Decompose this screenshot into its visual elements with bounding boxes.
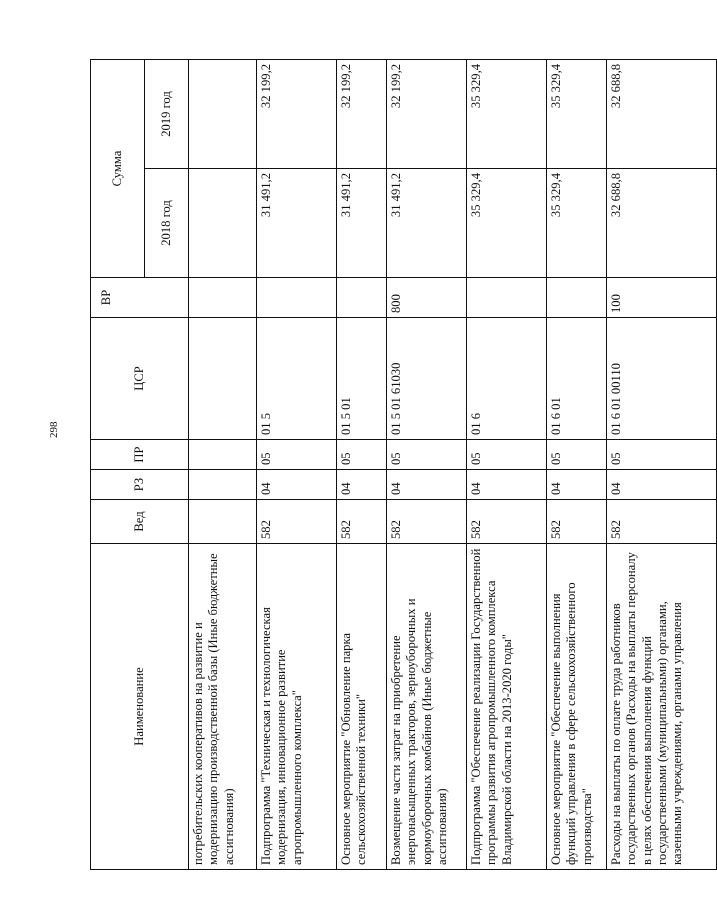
table-row [337,59,387,869]
cell-name: Основное мероприятие "Обеспечение выполнения функций управления в сфере сельскохозяйственного производства" [547,544,607,870]
cell-ved: 582 [467,500,547,544]
cell-ved: 582 [257,500,337,544]
cell-rz: 04 [387,470,467,500]
cell-ved: 582 [387,500,467,544]
cell-pr: 05 [257,440,337,470]
page-number: 298 [48,421,60,438]
cell-vr [337,278,387,318]
cell-name: Подпрограмма "Обеспечение реализации Государственной программы развития агропромышленного комплекса Владимирской области на 2013-2020 годы" [467,544,547,870]
cell-rz: 04 [337,470,387,500]
cell-pr: 05 [387,440,467,470]
cell-y2018: 31 491,2 [387,169,467,278]
cell-name: Подпрограмма "Техническая и технологическая модернизация, инновационное развитие агропромышленного комплекса" [257,544,337,870]
cell-pr: 05 [467,440,547,470]
cell-y2018 [189,169,257,278]
cell-vr [547,278,607,318]
cell-name: Основное мероприятие "Обновление парка сельскохозяйственной техники" [337,544,387,870]
cell-pr: 05 [337,440,387,470]
header-sum: Сумма [91,59,145,277]
table-row [257,59,337,869]
table-body [189,59,717,869]
budget-table [90,59,717,870]
table-row [467,59,547,869]
cell-csr: 01 5 01 [337,318,387,440]
table-row [607,59,717,869]
cell-rz: 04 [467,470,547,500]
cell-name: потребительских кооперативов на развитие и модернизацию производственной базы (Иные бюджетные ассигнования) [189,544,257,870]
cell-csr: 01 5 [257,318,337,440]
header-pr: ПР [91,440,189,470]
cell-rz [189,470,257,500]
cell-vr: 800 [387,278,467,318]
cell-y2019: 35 329,4 [547,59,607,168]
rotated-page-content [90,60,685,870]
cell-y2018: 35 329,4 [467,169,547,278]
cell-y2018: 32 688,8 [607,169,717,278]
header-vr: ВР [91,278,189,318]
cell-csr [189,318,257,440]
cell-y2019: 32 688,8 [607,59,717,168]
cell-vr [257,278,337,318]
cell-csr: 01 6 01 00110 [607,318,717,440]
cell-pr [189,440,257,470]
cell-ved [189,500,257,544]
table-header-row [91,59,145,869]
cell-pr: 05 [607,440,717,470]
cell-csr: 01 6 01 [547,318,607,440]
table-row [387,59,467,869]
header-rz: РЗ [91,470,189,500]
cell-csr: 01 5 01 61030 [387,318,467,440]
table-row [189,59,257,869]
cell-pr: 05 [547,440,607,470]
cell-csr: 01 6 [467,318,547,440]
header-2019: 2019 год [145,59,189,168]
cell-y2019 [189,59,257,168]
cell-y2019: 35 329,4 [467,59,547,168]
table-row [547,59,607,869]
cell-name: Возмещение части затрат на приобретение энергонасыщенных тракторов, зерноуборочных и кормоуборочных комбайнов (Иные бюджетные ассигнования) [387,544,467,870]
cell-vr: 100 [607,278,717,318]
cell-rz: 04 [547,470,607,500]
cell-ved: 582 [337,500,387,544]
cell-ved: 582 [547,500,607,544]
header-name: Наименование [91,544,189,870]
cell-ved: 582 [607,500,717,544]
cell-y2019: 32 199,2 [257,59,337,168]
cell-vr [467,278,547,318]
header-2018: 2018 год [145,169,189,278]
cell-y2019: 32 199,2 [337,59,387,168]
cell-rz: 04 [257,470,337,500]
cell-vr [189,278,257,318]
cell-y2019: 32 199,2 [387,59,467,168]
cell-rz: 04 [607,470,717,500]
header-csr: ЦСР [91,318,189,440]
cell-y2018: 31 491,2 [337,169,387,278]
cell-y2018: 35 329,4 [547,169,607,278]
cell-name: Расходы на выплаты по оплате труда работников государственных органов (Расходы на выплаты персоналу в целях обеспечения выполнения функций государственными (муниципальными) органами, казенными учреждениями, органами управления [607,544,717,870]
cell-y2018: 31 491,2 [257,169,337,278]
header-ved: Вед [91,500,189,544]
